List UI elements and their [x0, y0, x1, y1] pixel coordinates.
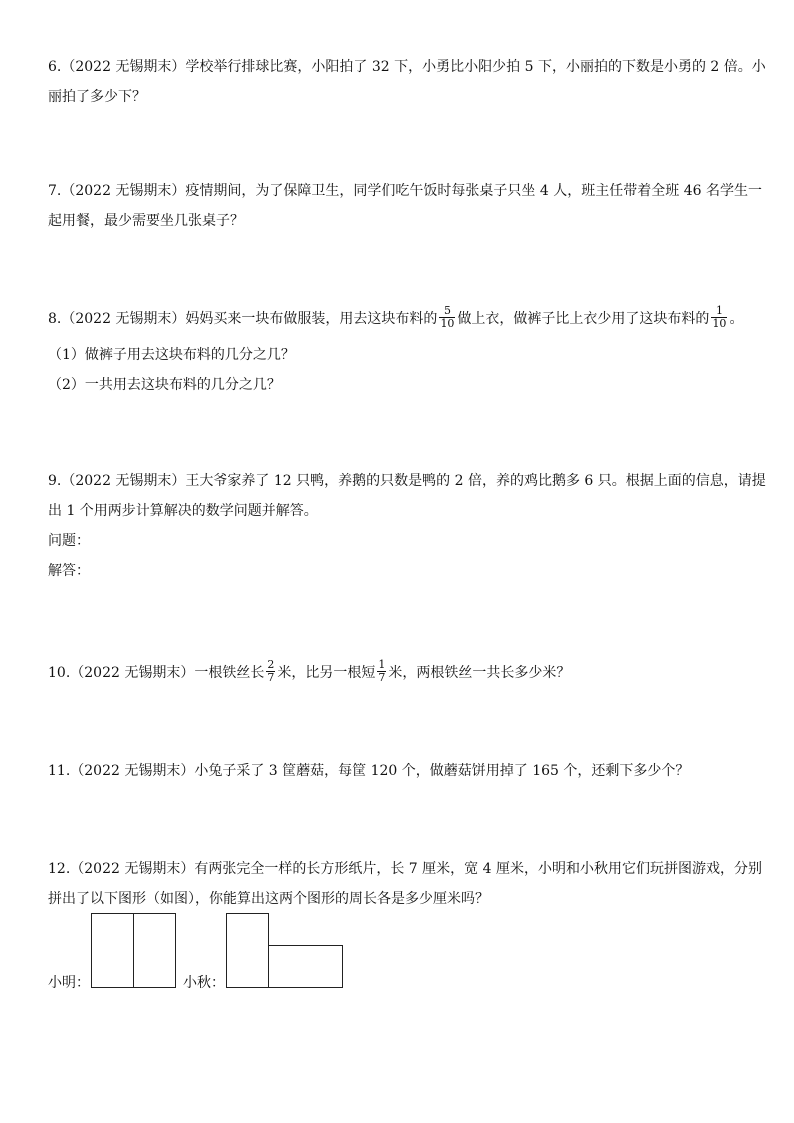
- question-10-text-c: 米，两根铁丝一共长多少米？: [388, 665, 571, 681]
- question-10-text-a: 10.（2022 无锡期末）一根铁丝长: [48, 665, 265, 681]
- question-9-question-label: 问题：: [48, 533, 90, 549]
- question-8-stem: [48, 304, 748, 334]
- question-12: [48, 854, 762, 914]
- question-12-line-1: 12.（2022 无锡期末）有两张完全一样的长方形纸片，长 7 厘米，宽 4 厘米，小明和小秋用它们玩拼图游戏，分别: [48, 861, 762, 877]
- question-6-line-2: 丽拍了多少下？: [48, 89, 146, 105]
- xiaoqiu-rectangle-horizontal: [268, 945, 343, 988]
- question-8-text-b: 做上衣，做裤子比上衣少用了这块布料的: [457, 311, 710, 327]
- fraction-5-10: [439, 305, 455, 330]
- label-xiaoming: 小明：: [48, 975, 90, 991]
- question-8: [48, 304, 748, 334]
- fraction-numerator: 5: [443, 303, 451, 317]
- question-11: [48, 756, 748, 786]
- fraction-2-7: [266, 659, 275, 684]
- fraction-denominator: 7: [378, 670, 386, 684]
- question-7-line-2: 起用餐，最少需要坐几张桌子？: [48, 213, 244, 229]
- question-12-line-2: 拼出了以下图形（如图），你能算出这两个图形的周长各是多少厘米吗？: [48, 891, 489, 907]
- question-9-answer-label: 解答：: [48, 563, 90, 579]
- question-11-line-1: 11.（2022 无锡期末）小兔子采了 3 筐蘑菇，每筐 120 个，做蘑菇饼用掉了 165 个，还剩下多少个？: [48, 763, 690, 779]
- question-10-text-b: 米，比另一根短: [277, 665, 376, 681]
- fraction-numerator: 1: [715, 303, 723, 317]
- fraction-denominator: 10: [712, 316, 727, 330]
- question-9: [48, 466, 766, 586]
- fraction-numerator: 1: [378, 657, 386, 671]
- xiaoming-rectangle-left: [91, 913, 134, 988]
- question-9-line-1: 9.（2022 无锡期末）王大爷家养了 12 只鸭，养鹅的只数是鸭的 2 倍，养的鸡比鹅多 6 只。根据上面的信息，请提: [48, 473, 766, 489]
- question-8-text-a: 8.（2022 无锡期末）妈妈买来一块布做服装，用去这块布料的: [48, 311, 438, 327]
- question-6: [48, 52, 766, 112]
- fraction-1-10: [711, 305, 727, 330]
- label-xiaoqiu: 小秋：: [183, 975, 225, 991]
- question-8-sub-2: （2）一共用去这块布料的几分之几？: [48, 377, 281, 393]
- question-8-sub-1: （1）做裤子用去这块布料的几分之几？: [48, 347, 295, 363]
- question-9-line-2: 出 1 个用两步计算解决的数学问题并解答。: [48, 503, 318, 519]
- question-10: [48, 658, 748, 688]
- question-7-line-1: 7.（2022 无锡期末）疫情期间，为了保障卫生，同学们吃午饭时每张桌子只坐 4 人，班主任带着全班 46 名学生一: [48, 183, 762, 199]
- question-6-line-1: 6.（2022 无锡期末）学校举行排球比赛，小阳拍了 32 下，小勇比小阳少拍 5 下，小丽拍的下数是小勇的 2 倍。小: [48, 59, 766, 75]
- fraction-denominator: 7: [267, 670, 275, 684]
- question-10-stem: [48, 658, 748, 688]
- question-7: [48, 176, 762, 236]
- question-8-text-c: 。: [729, 311, 744, 327]
- fraction-numerator: 2: [267, 657, 275, 671]
- xiaoqiu-rectangle-vertical: [226, 913, 269, 988]
- fraction-denominator: 10: [440, 316, 455, 330]
- fraction-1-7: [377, 659, 386, 684]
- xiaoming-rectangle-right: [133, 913, 176, 988]
